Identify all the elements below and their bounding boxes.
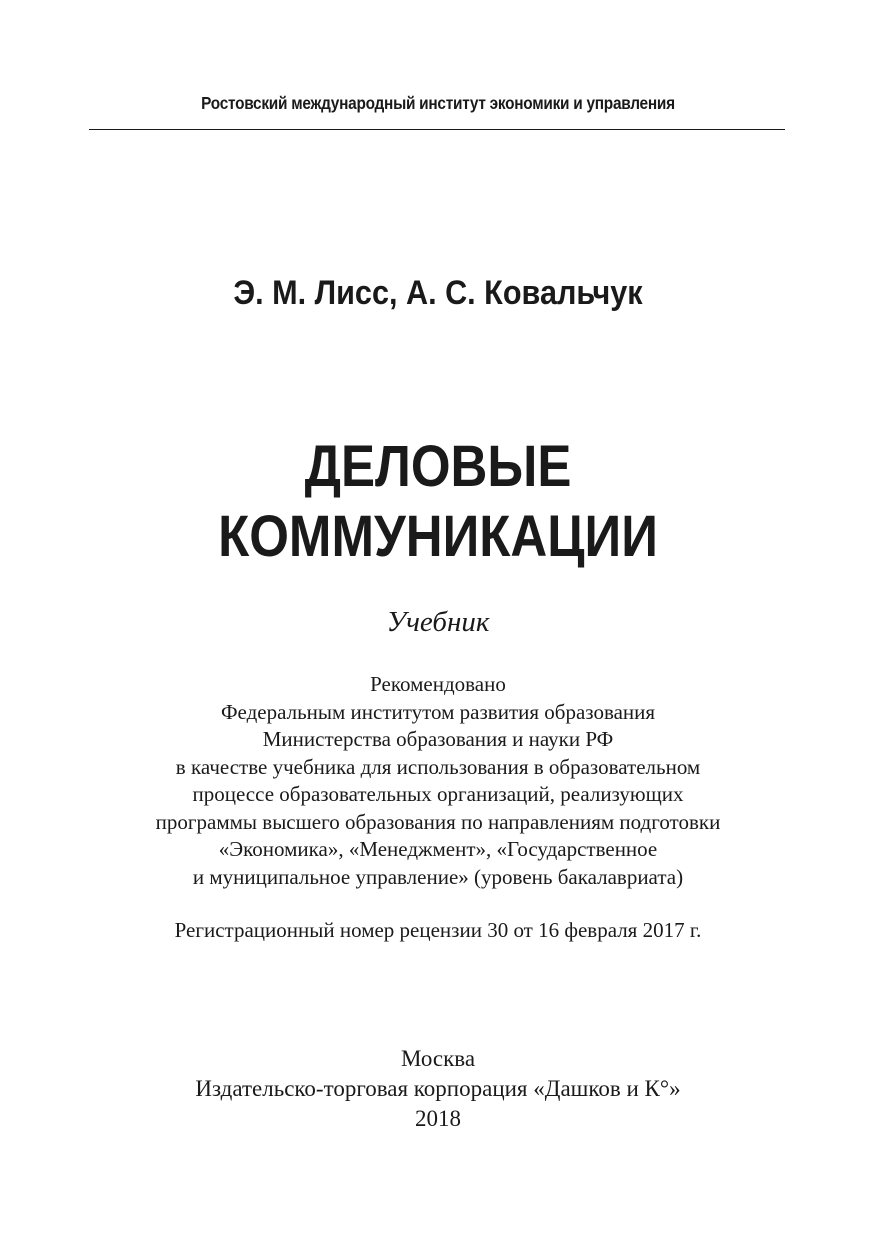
recommendation-line: Рекомендовано [370,672,506,696]
recommendation-line: и муниципальное управление» (уровень бакалавриата) [192,864,684,889]
publication-year: 2018 [415,1106,461,1131]
recommendation-line: процессе образовательных организаций, реализующих [192,782,684,806]
publisher-name: Издательско-торговая корпорация «Дашков и К°» [195,1076,681,1101]
registration-number: Регистрационный номер рецензии 30 от 16 февраля 2017 г. [174,918,702,942]
recommendation-line: в качестве учебника для использования в образовательном [175,754,701,779]
publication-city: Москва [400,1046,476,1071]
imprint-block [0,1044,876,1134]
recommendation-line: «Экономика», «Менеджмент», «Государственное [218,837,658,861]
book-title-line-2: КОММУНИКАЦИИ [218,504,658,569]
header-divider [89,129,785,130]
book-title [53,432,824,572]
recommendation-line: Федеральным институтом развития образования [220,699,656,724]
book-title-line-1: ДЕЛОВЫЕ [304,434,572,499]
institute-name: Ростовский международный институт экономики и управления [201,93,675,113]
recommendation-line: Министерства образования и науки РФ [262,727,614,751]
recommendation-block [0,671,876,891]
document-type: Учебник [386,606,490,638]
recommendation-line: программы высшего образования по направлениям подготовки [155,809,721,834]
authors: Э. М. Лисс, А. С. Ковальчук [233,274,643,312]
